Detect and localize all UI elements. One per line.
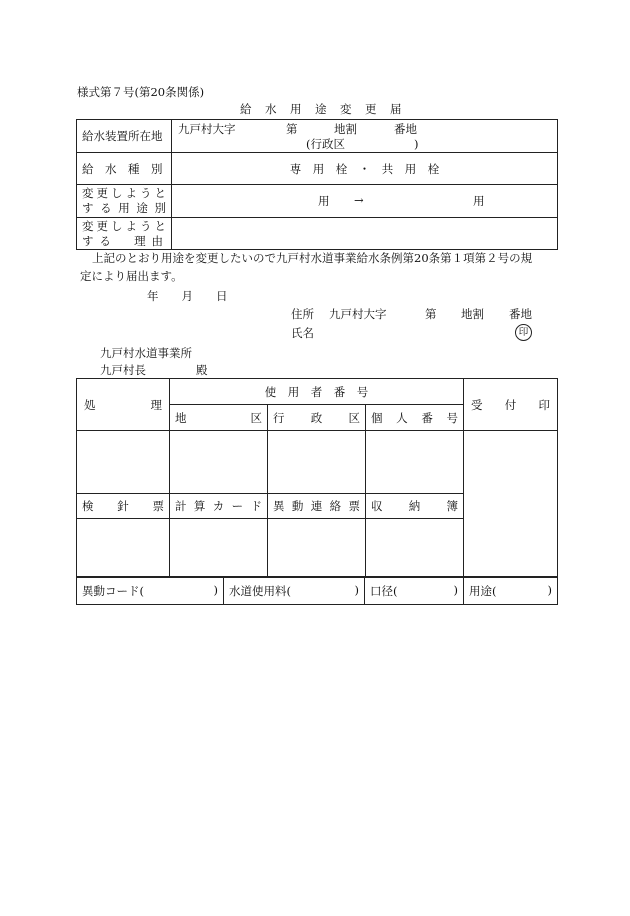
processing-label-text: 処 理 <box>84 397 162 412</box>
location-field[interactable] <box>172 120 558 153</box>
location-dai: 第 <box>286 122 298 136</box>
payment-book-cell[interactable] <box>366 519 464 577</box>
meter-slip-cell[interactable] <box>77 519 170 577</box>
receipt-stamp-label <box>464 379 558 431</box>
seal-icon: 印 <box>515 324 532 341</box>
district-cell[interactable] <box>170 431 268 494</box>
calc-card-cell[interactable] <box>170 519 268 577</box>
kind-row <box>77 153 558 185</box>
location-chiwari: 地割 <box>334 122 357 136</box>
reason-label-line2: す る 理 由 <box>82 233 163 248</box>
diameter-field[interactable] <box>365 578 464 605</box>
water-fee-label: 水道使用料( <box>229 584 291 598</box>
usage-change-row <box>77 185 558 218</box>
location-label: 給水装置所在地 <box>77 120 172 153</box>
personal-number-label: 個 人 番 号 <box>366 405 464 431</box>
processing-label <box>77 379 170 431</box>
usage-change-label <box>77 185 172 218</box>
reason-row <box>77 218 558 250</box>
location-village: 九戸村大字 <box>178 122 236 136</box>
usage-code-label: 用途( <box>469 584 497 598</box>
address-banchi: 番地 <box>509 307 532 321</box>
usage-field[interactable] <box>464 578 558 605</box>
usage-code-close: ) <box>547 583 552 597</box>
kind-value[interactable]: 専 用 栓 ・ 共 用 栓 <box>172 153 558 185</box>
receipt-stamp-cell[interactable] <box>464 431 558 577</box>
receipt-stamp-text: 受 付 印 <box>471 397 551 412</box>
water-fee-field[interactable] <box>224 578 365 605</box>
form-title: 給 水 用 途 変 更 届 <box>240 102 403 116</box>
usage-change-field[interactable] <box>172 185 558 218</box>
address-village: 九戸村大字 <box>329 307 387 321</box>
address-label: 住所 <box>291 307 314 321</box>
usage-from: 用 <box>318 194 330 208</box>
payment-book-label: 収 納 簿 <box>366 494 464 519</box>
reason-label-line1: 変 更 し よ う と <box>82 218 166 233</box>
form-number: 様式第７号(第20条関係) <box>77 85 205 99</box>
date-field[interactable]: 年 月 日 <box>147 289 228 303</box>
recipient-org: 九戸村水道事業所 <box>100 346 192 360</box>
usage-label-line1: 変 更 し よ う と <box>82 186 166 200</box>
district-label: 地 区 <box>170 405 268 431</box>
water-fee-close: ) <box>354 583 359 597</box>
statement-line2: 定により届出ます。 <box>80 269 183 283</box>
admin-district-label: 行 政 区 <box>268 405 366 431</box>
user-number-label: 使 用 者 番 号 <box>170 379 464 405</box>
calc-card-label: 計 算 カ ー ド <box>170 494 268 519</box>
usage-label-line2: す る 用 途 別 <box>82 201 166 215</box>
admin-district-cell[interactable] <box>268 431 366 494</box>
name-label: 氏名 <box>291 326 314 340</box>
code-table <box>76 577 558 605</box>
processing-table <box>76 378 558 577</box>
usage-to: 用 <box>473 194 485 208</box>
change-slip-cell[interactable] <box>268 519 366 577</box>
location-banchi: 番地 <box>394 122 417 136</box>
kind-label: 給 水 種 別 <box>77 153 172 185</box>
address-chiwari: 地割 <box>461 307 484 321</box>
diameter-label: 口径( <box>370 584 398 598</box>
recipient-honorific: 殿 <box>196 363 208 377</box>
change-code-close: ) <box>213 583 218 597</box>
processing-cell[interactable] <box>77 431 170 494</box>
location-gyouseiku: (行政区 ) <box>306 137 419 151</box>
reason-field[interactable] <box>172 218 558 250</box>
application-table <box>76 119 558 250</box>
reason-label <box>77 218 172 250</box>
personal-number-cell[interactable] <box>366 431 464 494</box>
statement-line1: 上記のとおり用途を変更したいので九戸村水道事業給水条例第20条第１項第２号の規 <box>92 251 533 265</box>
change-code-field[interactable] <box>77 578 224 605</box>
recipient-chief: 九戸村長 <box>100 363 146 377</box>
diameter-close: ) <box>453 583 458 597</box>
change-slip-label: 異 動 連 絡 票 <box>268 494 366 519</box>
arrow-right-icon: → <box>354 193 364 207</box>
change-code-label: 異動コード( <box>82 584 144 598</box>
location-row <box>77 120 558 153</box>
meter-slip-label: 検 針 票 <box>77 494 170 519</box>
address-dai: 第 <box>425 307 437 321</box>
